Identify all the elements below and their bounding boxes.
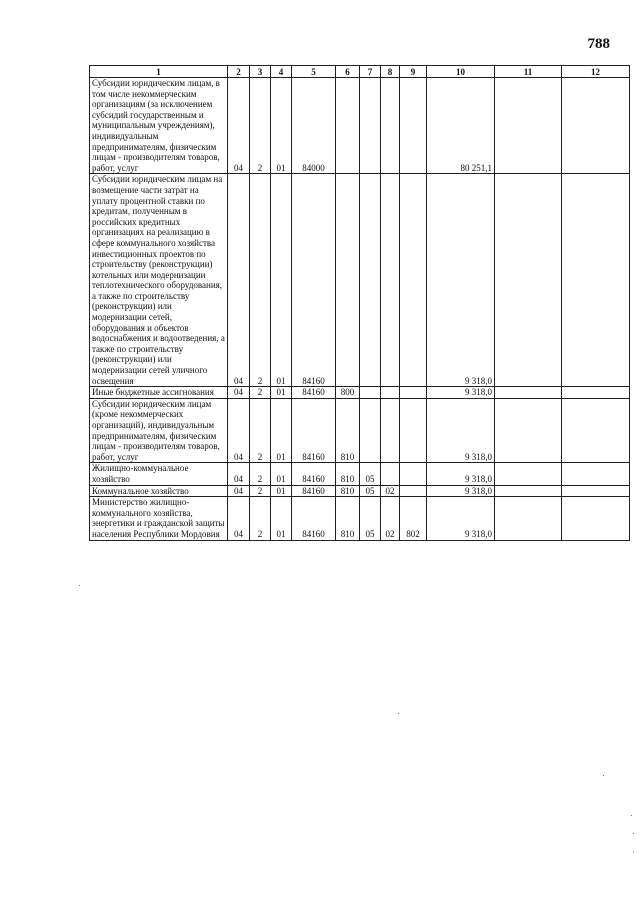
header-cell-1: 1 [90, 66, 228, 78]
cell-col-4: 01 [271, 463, 292, 485]
header-cell-10: 10 [427, 66, 495, 78]
cell-col-6: 810 [336, 497, 360, 540]
cell-col-6: 800 [336, 387, 360, 399]
cell-col-3: 2 [250, 398, 271, 463]
table-row [90, 485, 630, 497]
header-row [90, 66, 630, 78]
scan-speck [603, 775, 604, 776]
table-row [90, 78, 630, 174]
cell-col-8 [381, 174, 400, 387]
header-cell-3: 3 [250, 66, 271, 78]
cell-col-8 [381, 78, 400, 174]
cell-col-4: 01 [271, 387, 292, 399]
cell-col-7 [360, 78, 381, 174]
header-cell-9: 9 [400, 66, 427, 78]
cell-col-7: 05 [360, 497, 381, 540]
header-cell-11: 11 [495, 66, 562, 78]
cell-col-2: 04 [228, 398, 250, 463]
cell-col-10: 9 318,0 [427, 398, 495, 463]
cell-col-12 [562, 78, 630, 174]
cell-col-2: 04 [228, 174, 250, 387]
row-name: Коммунальное хозяйство [90, 485, 228, 497]
cell-col-7: 05 [360, 485, 381, 497]
cell-col-10: 9 318,0 [427, 497, 495, 540]
budget-table [89, 65, 630, 541]
cell-col-9 [400, 485, 427, 497]
scan-speck [398, 713, 399, 714]
cell-col-5: 84160 [292, 497, 336, 540]
cell-col-3: 2 [250, 463, 271, 485]
cell-col-3: 2 [250, 497, 271, 540]
header-cell-2: 2 [228, 66, 250, 78]
cell-col-6 [336, 174, 360, 387]
cell-col-4: 01 [271, 78, 292, 174]
header-cell-12: 12 [562, 66, 630, 78]
cell-col-9 [400, 174, 427, 387]
table-row [90, 497, 630, 540]
row-name: Иные бюджетные ассигнования [90, 387, 228, 399]
cell-col-9: 802 [400, 497, 427, 540]
cell-col-9 [400, 463, 427, 485]
cell-col-5: 84160 [292, 398, 336, 463]
cell-col-10: 9 318,0 [427, 485, 495, 497]
cell-col-10: 9 318,0 [427, 463, 495, 485]
cell-col-11 [495, 463, 562, 485]
cell-col-5: 84160 [292, 174, 336, 387]
cell-col-3: 2 [250, 174, 271, 387]
cell-col-2: 04 [228, 485, 250, 497]
header-cell-7: 7 [360, 66, 381, 78]
cell-col-4: 01 [271, 485, 292, 497]
cell-col-5: 84160 [292, 485, 336, 497]
cell-col-11 [495, 174, 562, 387]
cell-col-6: 810 [336, 485, 360, 497]
cell-col-5: 84000 [292, 78, 336, 174]
cell-col-3: 2 [250, 78, 271, 174]
row-name: Субсидии юридическим лицам, в том числе некоммерческим организациям (за исключением субсидий государственным и муниципальным учреждениям), индивидуальным предпринимателям, физическим лицам - производителям товаров, работ, услуг [90, 78, 228, 174]
scan-speck [633, 851, 634, 852]
scan-speck [631, 815, 632, 816]
cell-col-11 [495, 78, 562, 174]
cell-col-2: 04 [228, 497, 250, 540]
cell-col-7 [360, 387, 381, 399]
header-cell-8: 8 [381, 66, 400, 78]
cell-col-6: 810 [336, 398, 360, 463]
cell-col-8 [381, 463, 400, 485]
scan-speck [633, 833, 634, 834]
cell-col-10: 9 318,0 [427, 174, 495, 387]
header-cell-5: 5 [292, 66, 336, 78]
cell-col-7 [360, 174, 381, 387]
cell-col-9 [400, 398, 427, 463]
cell-col-6 [336, 78, 360, 174]
cell-col-12 [562, 485, 630, 497]
cell-col-11 [495, 497, 562, 540]
cell-col-2: 04 [228, 78, 250, 174]
cell-col-11 [495, 387, 562, 399]
cell-col-12 [562, 387, 630, 399]
cell-col-4: 01 [271, 398, 292, 463]
cell-col-11 [495, 485, 562, 497]
cell-col-8: 02 [381, 485, 400, 497]
cell-col-6: 810 [336, 463, 360, 485]
cell-col-3: 2 [250, 485, 271, 497]
scan-speck [79, 585, 80, 586]
cell-col-12 [562, 497, 630, 540]
cell-col-11 [495, 398, 562, 463]
row-name: Жилищно-коммунальное хозяйство [90, 463, 228, 485]
cell-col-9 [400, 78, 427, 174]
row-name: Министерство жилищно-коммунального хозяйства, энергетики и гражданской защиты населения Республики Мордовия [90, 497, 228, 540]
cell-col-5: 84160 [292, 463, 336, 485]
cell-col-12 [562, 398, 630, 463]
table-row [90, 463, 630, 485]
table-row [90, 174, 630, 387]
cell-col-10: 9 318,0 [427, 387, 495, 399]
row-name: Субсидии юридическим лицам на возмещение части затрат на уплату процентной ставки по кредитам, полученным в российских кредитных организациях на реализацию в сфере коммунального хозяйства инвестиционных проектов по строительству (реконструкции) котельных или модернизации теплотехнического оборудования, а также по строительству (реконструкции) или модернизации сетей, оборудования и объектов водоснабжения и водоотведения, а также по строительству (реконструкции) или модернизации сетей уличного освещения [90, 174, 228, 387]
cell-col-4: 01 [271, 497, 292, 540]
cell-col-9 [400, 387, 427, 399]
cell-col-10: 80 251,1 [427, 78, 495, 174]
cell-col-4: 01 [271, 174, 292, 387]
cell-col-7 [360, 398, 381, 463]
cell-col-5: 84160 [292, 387, 336, 399]
cell-col-2: 04 [228, 387, 250, 399]
cell-col-8 [381, 398, 400, 463]
table-row [90, 398, 630, 463]
cell-col-8: 02 [381, 497, 400, 540]
header-cell-4: 4 [271, 66, 292, 78]
cell-col-12 [562, 174, 630, 387]
row-name: Субсидии юридическим лицам (кроме некоммерческих организаций), индивидуальным предпринимателям, физическим лицам - производителям товаров, работ, услуг [90, 398, 228, 463]
cell-col-8 [381, 387, 400, 399]
cell-col-2: 04 [228, 463, 250, 485]
cell-col-12 [562, 463, 630, 485]
page-number: 788 [587, 36, 610, 52]
cell-col-7: 05 [360, 463, 381, 485]
header-cell-6: 6 [336, 66, 360, 78]
table-row [90, 387, 630, 399]
cell-col-3: 2 [250, 387, 271, 399]
